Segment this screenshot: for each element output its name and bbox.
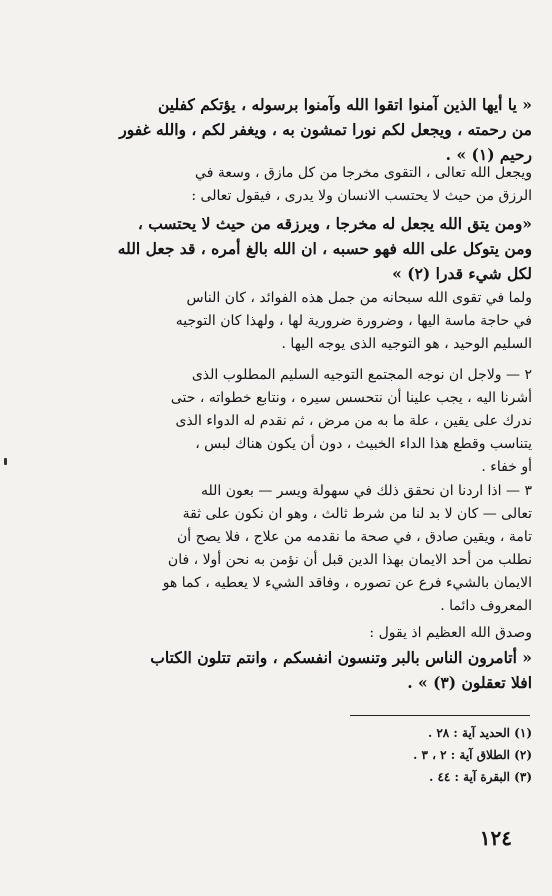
text-line: « يا أيها الذين آمنوا اتقوا الله وآمنوا برسوله ، يؤتكم كفلين [157,95,532,114]
text-line: في حاجة ماسة اليها ، وضرورة ضرورية لها ، ولهذا كان التوجيه [175,313,532,329]
text-line: تعالى — كان لا بد لنا من شرط ثالث ، وهو ان نكون على ثقة [182,506,532,522]
paragraph-closing [22,622,532,645]
text-line: ويجعل الله تعالى ، التقوى مخرجا من كل مازق ، وسعة في [195,165,532,181]
footnote: (٢) الطلاق آية : ٢ ، ٣ . [413,748,532,762]
footnote: (٣) البقرة آية : ٤٤ . [429,770,532,784]
paragraph-point-3 [22,480,532,618]
verse-quote-1 [22,92,532,167]
text-line: يتناسب وقطع هذا الداء الخبيث ، دون أن يكون هناك لبس ، [195,436,532,452]
paragraph-2 [22,287,532,356]
text-line: « أتامرون الناس بالبر وتنسون انفسكم ، وانتم تتلون الكتاب [150,648,532,667]
text-line: ندرك على يقين ، علة ما به من مرض ، ثم نقدم له الدواء الذى [175,413,532,429]
text-line: لكل شيء قدرا (٢) » [392,264,532,283]
text-line: ٢ — ولاجل ان نوجه المجتمع التوجيه السليم المطلوب الذى [191,367,532,383]
text-line: ومن يتوكل على الله فهو حسبه ، ان الله بالغ أمره ، قد جعل الله [117,239,532,258]
text-line: من رحمته ، ويجعل لكم نورا تمشون به ، ويغفر لكم ، والله غفور [119,120,532,139]
text-line: تامة ، ويقين صادق ، في صحة ما نقدمه من علاج ، فلا يصح أن [177,529,532,545]
text-line: ولما في تقوى الله سبحانه من جمل هذه الفوائد ، كان الناس [186,290,532,306]
text-line: أو خفاء . [481,459,532,475]
text-line: الايمان بالشيء فرع عن تصوره ، وفاقد الشيء لا يعطيه ، كما هو [162,575,532,591]
text-line: نطلب من أحد الايمان بهذا الدين قبل أن نؤمن به نحن أولا ، فان [167,552,532,568]
text-line: ٣ — اذا اردنا ان نحقق ذلك في سهولة ويسر — بعون الله [200,483,532,499]
text-line: رحيم (١) » . [445,145,532,164]
paragraph-1 [22,162,532,208]
paragraph-point-2 [22,364,532,479]
text-line: السليم الوحيد ، هو التوجيه الذى يوجه اليها . [281,336,532,352]
text-line: المعروف دائما . [440,598,532,614]
text-line: أشرنا اليه ، يجب علينا أن نتحسس سيره ، ونتابع خطواته ، حتى [170,390,532,406]
verse-quote-3 [22,645,532,695]
footnote: (١) الحديد آية : ٢٨ . [428,726,532,740]
text-line: افلا تعقلون (٣) » . [407,673,532,692]
footnotes [22,722,532,788]
text-line: وصدق الله العظيم اذ يقول : [369,625,532,641]
footnote-divider [350,715,530,716]
text-line: الرزق من حيث لا يحتسب الانسان ولا يدرى ، فيقول تعالى : [191,188,532,204]
page-number: ١٢٤ [479,826,512,850]
print-speck [4,458,7,465]
text-line: «ومن يتق الله يجعل له مخرجا ، ويرزقه من حيث لا يحتسب ، [137,214,532,233]
verse-quote-2 [22,211,532,286]
